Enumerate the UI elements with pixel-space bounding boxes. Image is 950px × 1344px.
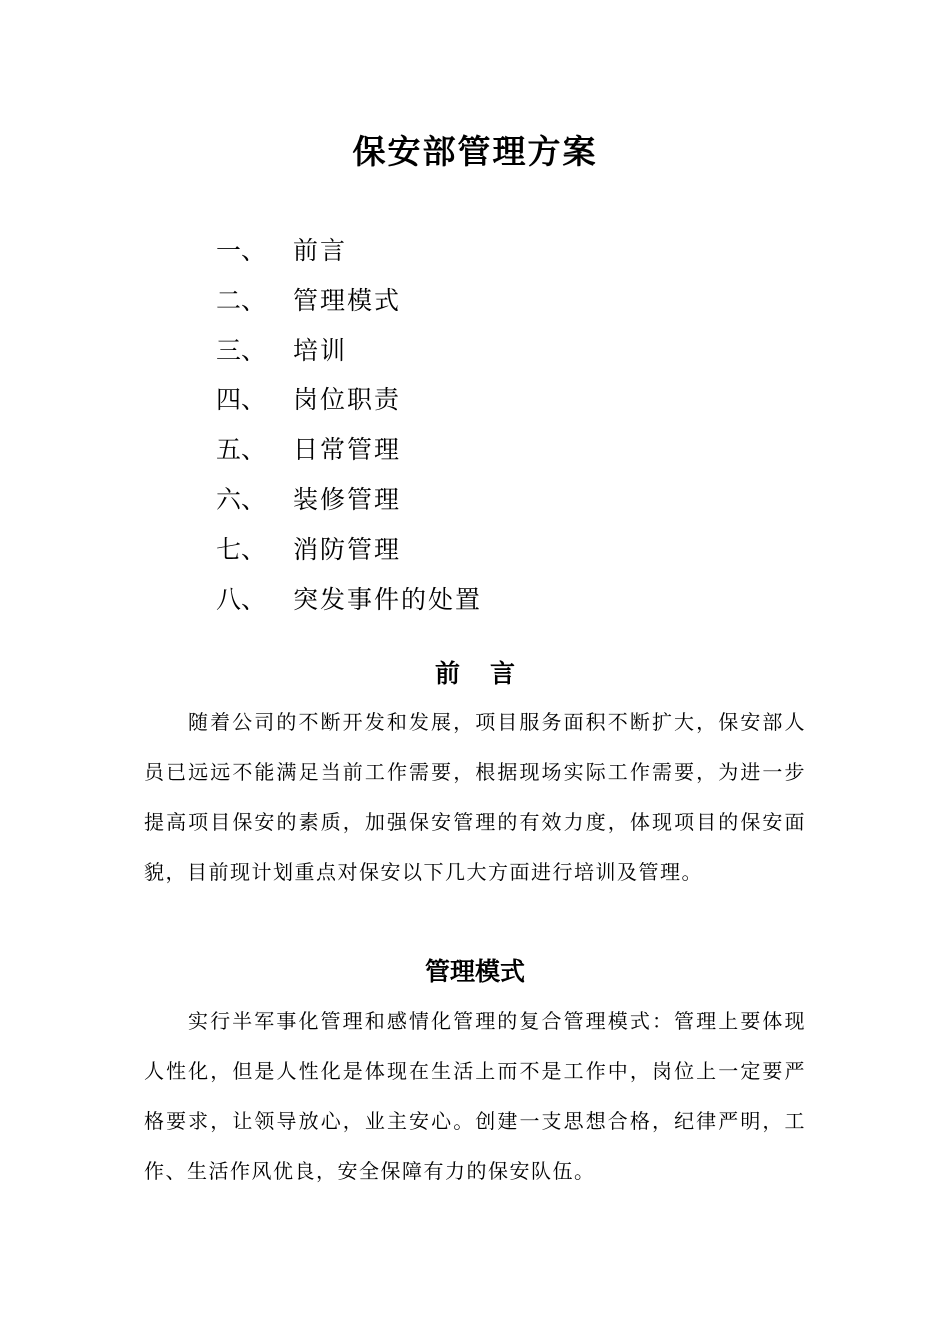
toc-item-label: 管理模式 <box>293 285 402 315</box>
toc-item <box>216 228 482 278</box>
toc-item-label: 突发事件的处置 <box>293 584 483 614</box>
toc-item-number: 一、 <box>216 236 267 265</box>
toc-item <box>216 427 482 477</box>
toc-item-label: 培训 <box>293 335 348 365</box>
section-body-management-mode: 实行半军事化管理和感情化管理的复合管理模式：管理上要体现人性化，但是人性化是体现在生活上而不是工作中，岗位上一定要严格要求，让领导放心，业主安心。创建一支思想合格，纪律严明，工作、生活作风优良，安全保障有力的保安队伍。 <box>144 1009 806 1183</box>
document-title: 保安部管理方案 <box>352 132 598 171</box>
section-body-foreword: 随着公司的不断开发和发展，项目服务面积不断扩大，保安部人员已远远不能满足当前工作需要，根据现场实际工作需要，为进一步提高项目保安的素质，加强保安管理的有效力度，体现项目的保安面貌，目前现计划重点对保安以下几大方面进行培训及管理。 <box>144 710 806 884</box>
toc-item <box>216 377 482 427</box>
toc-item-number: 五、 <box>216 435 267 465</box>
toc-item-number: 二、 <box>216 285 267 315</box>
toc-item <box>216 577 482 627</box>
toc-item-label: 装修管理 <box>293 484 402 514</box>
toc-item-number: 四、 <box>216 385 267 415</box>
table-of-contents <box>216 228 482 626</box>
toc-item-label: 前言 <box>293 236 348 265</box>
toc-item-number: 三、 <box>216 335 267 365</box>
toc-item-label: 日常管理 <box>293 435 402 465</box>
toc-item <box>216 328 482 378</box>
toc-item <box>216 278 482 328</box>
toc-item-number: 六、 <box>216 484 267 514</box>
section-heading-foreword: 前言 <box>434 659 545 688</box>
toc-item-label: 岗位职责 <box>293 385 402 415</box>
toc-item-number: 七、 <box>216 534 267 564</box>
toc-item-label: 消防管理 <box>293 534 402 564</box>
toc-item-number: 八、 <box>216 584 267 614</box>
toc-item <box>216 527 482 577</box>
toc-item <box>216 477 482 527</box>
section-heading-management-mode: 管理模式 <box>424 957 525 986</box>
